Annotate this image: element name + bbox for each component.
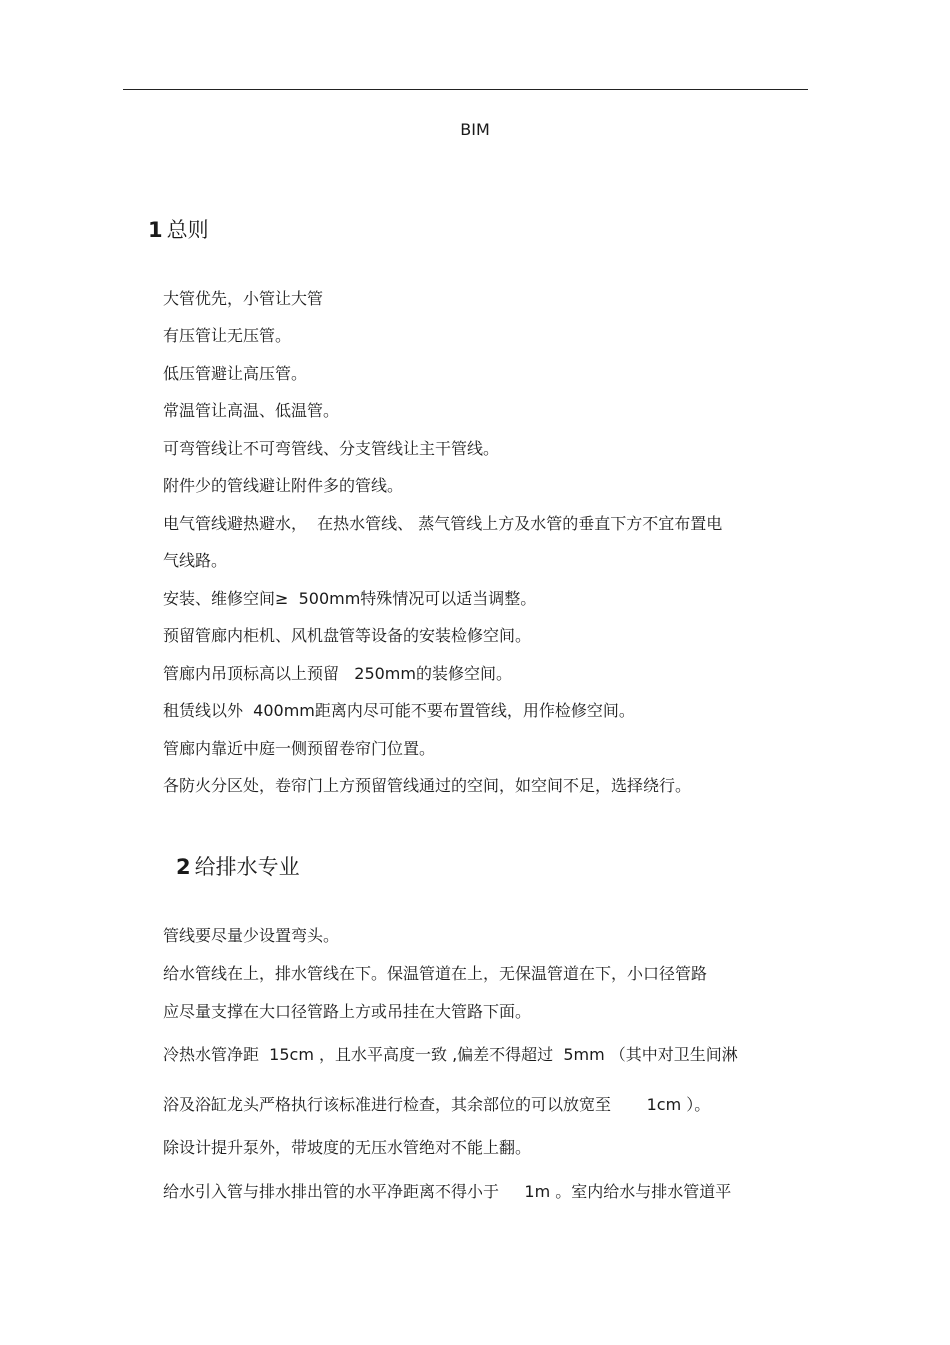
section-2-number: 2 <box>176 855 191 879</box>
section-1-line: 大管优先，小管让大管 <box>163 289 324 308</box>
section-1-line: 附件少的管线避让附件多的管线。 <box>163 476 404 495</box>
section-1-line: 各防火分区处，卷帘门上方预留管线通过的空间，如空间不足，选择绕行。 <box>163 776 692 795</box>
section-1-line: 安装、维修空间≥ 500mm特殊情况可以适当调整。 <box>163 589 537 608</box>
section-1-line: 气线路。 <box>163 551 228 570</box>
header-rule <box>123 89 808 90</box>
section-1-heading <box>148 214 209 244</box>
section-1-line: 管廊内靠近中庭一侧预留卷帘门位置。 <box>163 739 436 758</box>
section-1-line: 低压管避让高压管。 <box>163 364 308 383</box>
section-2-title: 给排水专业 <box>194 855 300 879</box>
page-header-title: BIM <box>460 120 490 139</box>
section-1-line: 可弯管线让不可弯管线、分支管线让主干管线。 <box>163 439 500 458</box>
section-2-line: 除设计提升泵外，带坡度的无压水管绝对不能上翻。 <box>163 1138 532 1157</box>
section-1-line: 租赁线以外 400mm距离内尽可能不要布置管线，用作检修空间。 <box>163 701 635 720</box>
section-2-line: 给水引入管与排水排出管的水平净距离不得小于 1m 。室内给水与排水管道平 <box>163 1182 732 1201</box>
section-1-line: 预留管廊内柜机、风机盘管等设备的安装检修空间。 <box>163 626 532 645</box>
section-1-line: 管廊内吊顶标高以上预留 250mm的装修空间。 <box>163 664 512 683</box>
section-1-line: 有压管让无压管。 <box>163 326 292 345</box>
section-1-line: 电气管线避热避水， 在热水管线、 蒸气管线上方及水管的垂直下方不宜布置电 <box>163 514 723 533</box>
section-1-line: 常温管让高温、低温管。 <box>163 401 340 420</box>
section-2-line: 浴及浴缸龙头严格执行该标准进行检查，其余部位的可以放宽至 1cm ）。 <box>163 1095 711 1114</box>
section-2-heading <box>176 851 300 881</box>
section-2-line: 应尽量支撑在大口径管路上方或吊挂在大管路下面。 <box>163 1002 532 1021</box>
section-2-line: 管线要尽量少设置弯头。 <box>163 926 340 945</box>
section-1-number: 1 <box>148 218 163 242</box>
section-1-title: 总则 <box>166 218 209 242</box>
section-2-line: 给水管线在上，排水管线在下。保温管道在上，无保温管道在下，小口径管路 <box>163 964 708 983</box>
section-2-line: 冷热水管净距 15cm ，且水平高度一致 ,偏差不得超过 5mm （其中对卫生间淋 <box>163 1045 738 1064</box>
